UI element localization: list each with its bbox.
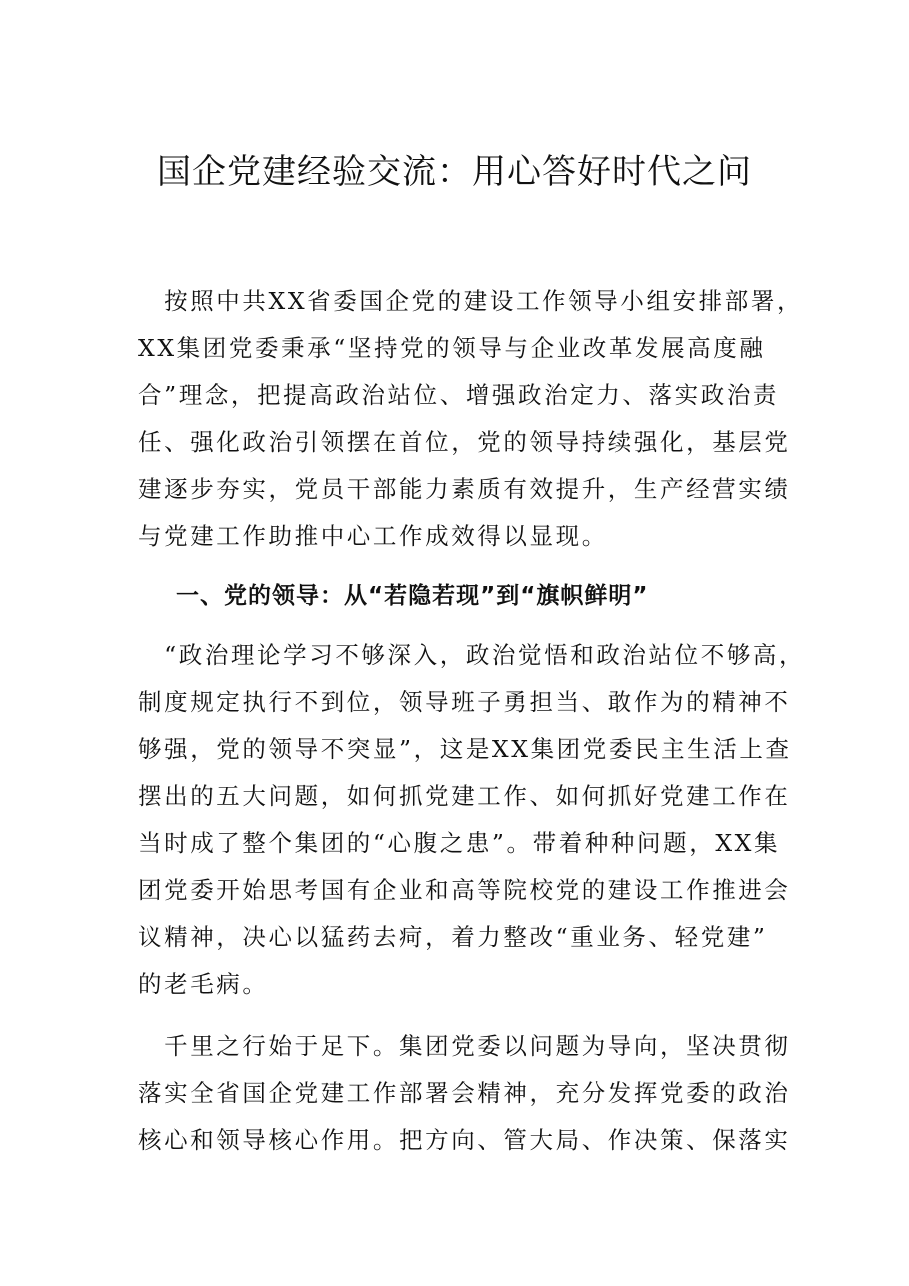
paragraph-line: 团党委开始思考国有企业和高等院校党的建设工作推进会	[138, 876, 791, 904]
paragraph-line: XX集团党委秉承“坚持党的领导与企业改革发展高度融	[138, 334, 766, 362]
paragraph-line: 摆出的五大问题，如何抓党建工作、如何抓好党建工作在	[138, 782, 791, 810]
section-heading: 一、党的领导：从“若隐若现”到“旗帜鲜明”	[176, 583, 649, 609]
paragraph-line: “政治理论学习不够深入，政治觉悟和政治站位不够高，	[138, 641, 806, 669]
paragraph-problems	[138, 632, 806, 1008]
paragraph-line: 核心和领导核心作用。把方向、管大局、作决策、保落实	[138, 1126, 791, 1154]
paragraph-line: 的老毛病。	[138, 970, 269, 998]
paragraph-intro	[138, 278, 804, 560]
document-title: 国企党建经验交流：用心答好时代之问	[157, 152, 752, 192]
paragraph-line: 落实全省国企党建工作部署会精神，充分发挥党委的政治	[138, 1079, 791, 1107]
paragraph-line: 建逐步夯实，党员干部能力素质有效提升，生产经营实绩	[138, 475, 791, 503]
paragraph-line: 够强，党的领导不突显”，这是XX集团党委民主生活上查	[138, 735, 792, 763]
paragraph-line: 任、强化政治引领摆在首位，党的领导持续强化，基层党	[138, 428, 791, 456]
paragraph-line: 与党建工作助推中心工作成效得以显现。	[138, 522, 608, 550]
paragraph-line: 按照中共XX省委国企党的建设工作领导小组安排部署，	[138, 287, 804, 315]
paragraph-line: 千里之行始于足下。集团党委以问题为导向，坚决贯彻	[138, 1032, 791, 1060]
paragraph-line: 制度规定执行不到位，领导班子勇担当、敢作为的精神不	[138, 688, 791, 716]
paragraph-line: 合”理念，把提高政治站位、增强政治定力、落实政治责	[138, 381, 780, 409]
paragraph-action	[138, 1023, 791, 1164]
paragraph-line: 当时成了整个集团的“心腹之患”。带着种种问题，XX集	[138, 829, 781, 857]
paragraph-line: 议精神，决心以猛药去疴，着力整改“重业务、轻党建”	[138, 923, 768, 951]
